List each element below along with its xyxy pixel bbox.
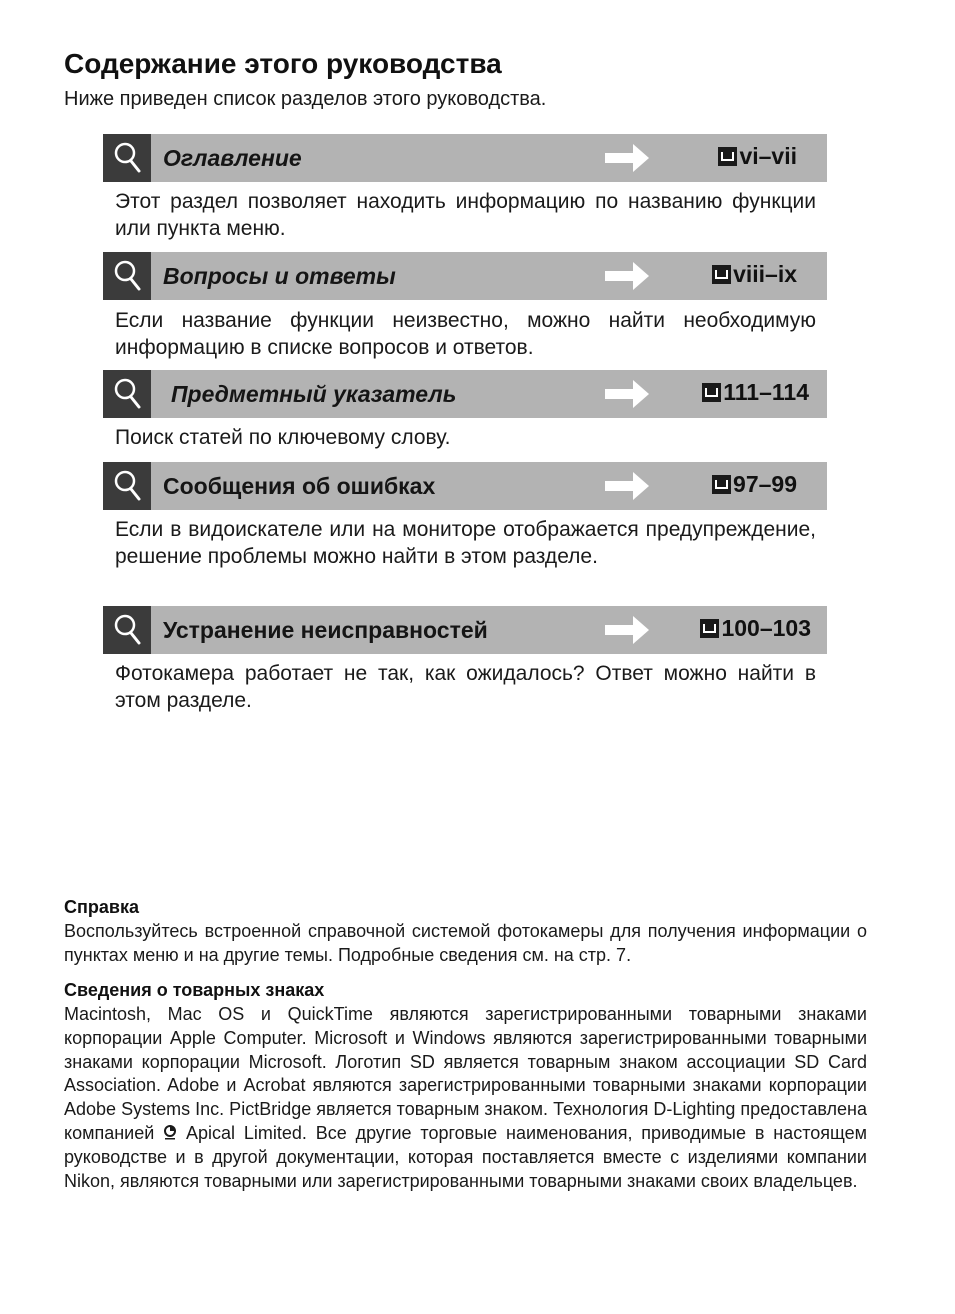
page-reference[interactable]: viii–ix — [712, 252, 797, 296]
magnifier-icon-box — [103, 134, 151, 182]
page-subtitle: Ниже приведен список разделов этого руководства. — [64, 88, 547, 110]
magnifier-icon-box — [103, 462, 151, 510]
section-label: Устранение неисправностей — [163, 617, 488, 643]
right-arrow-icon — [603, 141, 651, 175]
book-icon — [700, 619, 719, 638]
page-title: Содержание этого руководства — [64, 48, 502, 79]
section-label: Оглавление — [163, 145, 302, 171]
section-label: Вопросы и ответы — [163, 263, 396, 289]
section-bar-index[interactable] — [103, 370, 827, 418]
page-reference[interactable]: 111–114 — [702, 370, 809, 414]
magnifier-icon-box — [103, 370, 151, 418]
magnifier-icon — [111, 376, 145, 412]
magnifier-icon-box — [103, 606, 151, 654]
trademarks-text-part1: Macintosh, Mac OS и QuickTime являются зарегистрированными товарными знаками корпорации Apple Computer. Microsoft и Windows являются зарегистрированными товарными знаками корпорации Microsoft. Логотип SD является товарным знаком ассоциации SD Card Association. Adobe и Acrobat являются зарегистрированными товарными знаками корпорации Adobe Systems Inc. PictBridge является товарным знаком. Технология D-Lighting предоставлена компанией — [64, 1004, 867, 1143]
section-description: Фотокамера работает не так, как ожидалось? Ответ можно найти в этом разделе. — [115, 662, 816, 712]
section-bar-troubleshooting[interactable] — [103, 606, 827, 654]
section-description: Этот раздел позволяет находить информацию по названию функции или пункта меню. — [115, 190, 816, 240]
page-reference[interactable]: vi–vii — [718, 134, 797, 178]
section-description: Поиск статей по ключевому слову. — [115, 426, 451, 449]
section-bar-faq[interactable] — [103, 252, 827, 300]
magnifier-icon — [111, 468, 145, 504]
right-arrow-icon — [603, 377, 651, 411]
book-icon — [712, 265, 731, 284]
book-icon — [718, 147, 737, 166]
right-arrow-icon — [603, 613, 651, 647]
section-description: Если название функции неизвестно, можно найти необходимую информацию в списке вопросов и ответов. — [115, 309, 816, 359]
trademarks-body — [64, 1003, 867, 1193]
help-heading: Справка — [64, 897, 139, 917]
magnifier-icon — [111, 612, 145, 648]
apical-logo-icon — [163, 1125, 177, 1141]
magnifier-icon-box — [103, 252, 151, 300]
magnifier-icon — [111, 140, 145, 176]
right-arrow-icon — [603, 469, 651, 503]
section-label: Предметный указатель — [171, 381, 457, 407]
right-arrow-icon — [603, 259, 651, 293]
book-icon — [702, 383, 721, 402]
book-icon — [712, 475, 731, 494]
section-description: Если в видоискателе или на мониторе отображается предупреждение, решение проблемы можно найти в этом разделе. — [115, 518, 816, 568]
magnifier-icon — [111, 258, 145, 294]
section-bar-contents[interactable] — [103, 134, 827, 182]
page-reference[interactable]: 97–99 — [712, 462, 797, 506]
page-reference[interactable]: 100–103 — [700, 606, 811, 650]
section-label: Сообщения об ошибках — [163, 473, 436, 499]
trademarks-text-part2: Apical Limited. Все другие торговые наименования, приводимые в настоящем руководстве и в другой документации, которая поставляется вместе с изделиями компании Nikon, являются товарными или зарегистрированными товарными знаками своих владельцев. — [64, 1122, 867, 1191]
section-bar-error-messages[interactable] — [103, 462, 827, 510]
help-body: Воспользуйтесь встроенной справочной системой фотокамеры для получения информации о пунктах меню и на другие темы. Подробные сведения см. на стр. 7. — [64, 921, 867, 965]
trademarks-heading: Сведения о товарных знаках — [64, 980, 325, 1000]
